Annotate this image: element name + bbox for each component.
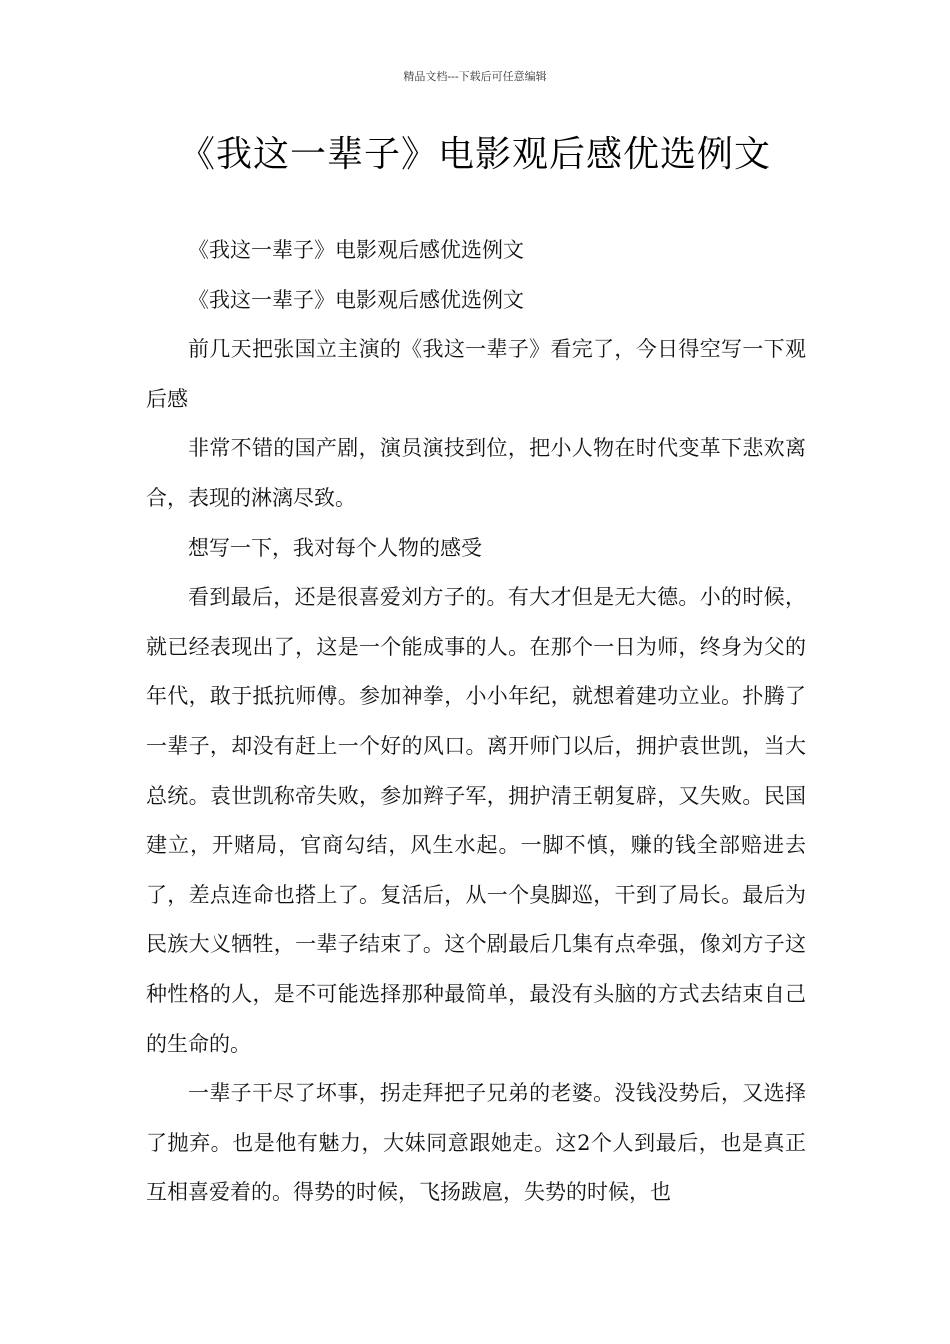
document-body xyxy=(146,226,806,1218)
paragraph: 看到最后，还是很喜爱刘方子的。有大才但是无大德。小的时候，就已经表现出了，这是一个能成事的人。在那个一日为师，终身为父的年代，敢于抵抗师傅。参加神拳，小小年纪，就想着建功立业。扑腾了一辈子，却没有赶上一个好的风口。离开师门以后，拥护袁世凯，当大总统。袁世凯称帝失败，参加辫子军，拥护清王朝复辟，又失败。民国建立，开赌局，官商勾结，风生水起。一脚不慎，赚的钱全部赔进去了，差点连命也搭上了。复活后，从一个臭脚巡，干到了局长。最后为民族大义牺牲，一辈子结束了。这个剧最后几集有点牵强，像刘方子这种性格的人，是不可能选择那种最简单，最没有头脑的方式去结束自己的生命的。 xyxy=(146,585,806,1056)
document-title: 《我这一辈子》电影观后感优选例文 xyxy=(178,134,771,175)
paragraph: 前几天把张国立主演的《我这一辈子》看完了，今日得空写一下观后感 xyxy=(146,337,806,411)
paragraph: 《我这一辈子》电影观后感优选例文 xyxy=(188,238,524,262)
header-note: 精品文档---下载后可任意编辑 xyxy=(403,70,547,83)
paragraph: 非常不错的国产剧，演员演技到位，把小人物在时代变革下悲欢离合，表现的淋漓尽致。 xyxy=(146,436,806,510)
paragraph: 《我这一辈子》电影观后感优选例文 xyxy=(188,287,524,312)
paragraph: 一辈子干尽了坏事，拐走拜把子兄弟的老婆。没钱没势后，又选择了抛弃。也是他有魅力，大妹同意跟她走。这2个人到最后，也是真正互相喜爱着的。得势的时候，飞扬跋扈，失势的时候，也 xyxy=(146,1081,806,1205)
paragraph: 想写一下，我对每个人物的感受 xyxy=(188,535,482,560)
